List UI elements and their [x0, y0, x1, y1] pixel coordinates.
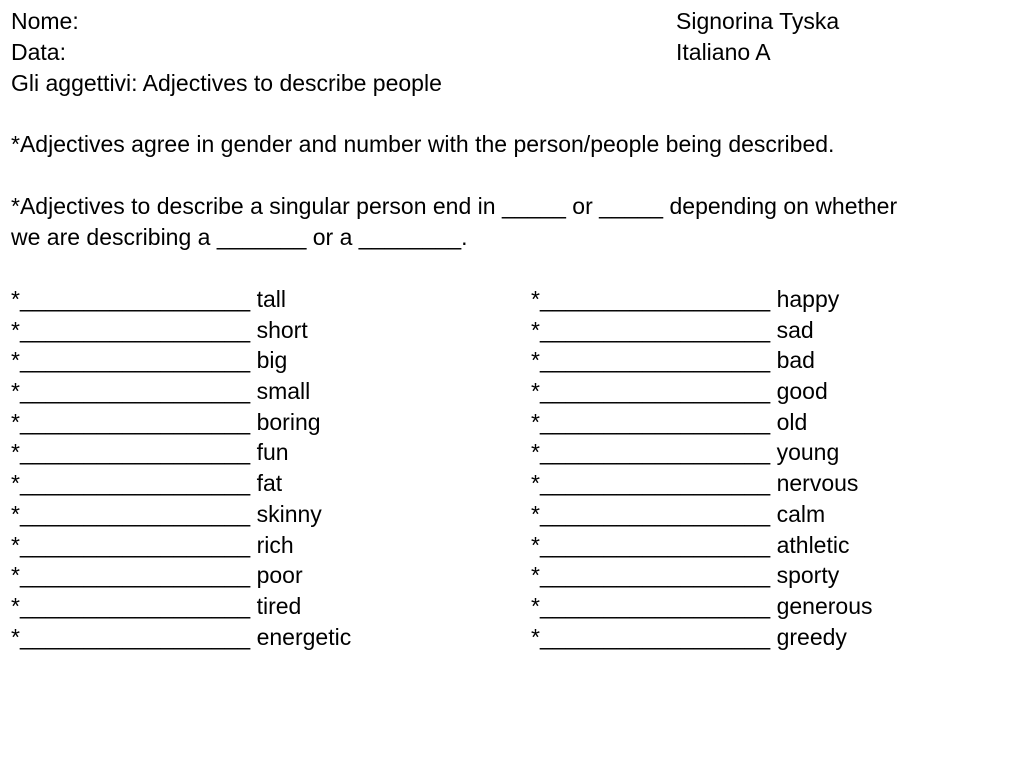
answer-blank: *__________________	[531, 623, 771, 650]
english-adjective: short	[256, 316, 308, 343]
english-adjective: calm	[776, 500, 826, 527]
english-adjective: small	[256, 378, 311, 405]
english-adjective: big	[256, 347, 288, 374]
answer-blank: *__________________	[531, 531, 771, 558]
answer-blank: *__________________	[531, 500, 771, 527]
agreement-note: *Adjectives agree in gender and number with the person/people being described.	[11, 131, 835, 157]
adjective-list-item	[531, 591, 873, 622]
endings-note-line-1: *Adjectives to describe a singular person end in _____ or _____ depending on whether	[11, 193, 898, 219]
answer-blank: *__________________	[531, 286, 771, 312]
adjective-list-item	[11, 437, 351, 468]
answer-blank: *__________________	[531, 347, 771, 374]
adjective-list-item	[531, 468, 873, 499]
adjective-list-item	[11, 376, 351, 407]
answer-blank: *__________________	[11, 623, 251, 650]
english-adjective: nervous	[776, 470, 859, 497]
adjective-list-item	[11, 315, 351, 346]
adjective-list-item	[11, 530, 351, 561]
endings-note-line-2: we are describing a _______ or a ________.	[11, 224, 468, 250]
english-adjective: poor	[256, 562, 303, 589]
answer-blank: *__________________	[11, 531, 251, 558]
answer-blank: *__________________	[11, 592, 251, 619]
english-adjective: sporty	[776, 562, 840, 589]
english-adjective: boring	[256, 408, 321, 435]
answer-blank: *__________________	[531, 408, 771, 435]
name-label: Nome:	[11, 8, 79, 34]
answer-blank: *__________________	[11, 347, 251, 374]
english-adjective: old	[776, 408, 808, 435]
date-label: Data:	[11, 39, 66, 65]
adjective-list-item	[11, 345, 351, 376]
answer-blank: *__________________	[11, 470, 251, 497]
english-adjective: energetic	[256, 623, 352, 650]
answer-blank: *__________________	[531, 562, 771, 589]
english-adjective: bad	[776, 347, 815, 374]
english-adjective: rich	[256, 531, 294, 558]
answer-blank: *__________________	[531, 470, 771, 497]
adjective-list-item	[11, 591, 351, 622]
adjective-list-item	[11, 468, 351, 499]
adjective-list-item	[11, 560, 351, 591]
adjective-list-item	[11, 499, 351, 530]
adjective-list-item	[531, 284, 873, 315]
left-adjective-list	[11, 284, 351, 652]
english-adjective: greedy	[776, 623, 847, 650]
answer-blank: *__________________	[11, 562, 251, 589]
adjective-list-item	[531, 315, 873, 346]
english-adjective: athletic	[776, 531, 850, 558]
english-adjective: young	[776, 439, 840, 466]
right-adjective-list	[531, 284, 873, 652]
adjective-list-item	[11, 284, 351, 315]
english-adjective: generous	[776, 592, 873, 619]
teacher-name: Signorina Tyska	[676, 8, 840, 34]
adjective-list-item	[531, 622, 873, 653]
english-adjective: skinny	[256, 500, 322, 527]
answer-blank: *__________________	[531, 439, 771, 466]
answer-blank: *__________________	[11, 500, 251, 527]
adjective-list-item	[11, 622, 351, 653]
adjective-list-item	[11, 407, 351, 438]
adjective-list-item	[531, 376, 873, 407]
english-adjective: sad	[776, 316, 814, 343]
answer-blank: *__________________	[531, 316, 771, 343]
english-adjective: tall	[256, 286, 286, 312]
answer-blank: *__________________	[531, 592, 771, 619]
answer-blank: *__________________	[11, 408, 251, 435]
worksheet-title: Gli aggettivi: Adjectives to describe people	[11, 70, 442, 96]
adjective-list-item	[531, 437, 873, 468]
answer-blank: *__________________	[11, 316, 251, 343]
adjective-list-item	[531, 499, 873, 530]
course-name: Italiano A	[676, 39, 771, 65]
answer-blank: *__________________	[11, 378, 251, 405]
adjective-list-item	[531, 345, 873, 376]
english-adjective: tired	[256, 592, 302, 619]
english-adjective: happy	[776, 286, 840, 312]
adjective-list-item	[531, 560, 873, 591]
adjective-list-item	[531, 407, 873, 438]
english-adjective: good	[776, 378, 828, 405]
answer-blank: *__________________	[531, 378, 771, 405]
english-adjective: fat	[256, 470, 283, 497]
answer-blank: *__________________	[11, 439, 251, 466]
answer-blank: *__________________	[11, 286, 251, 312]
english-adjective: fun	[256, 439, 289, 466]
adjective-list-item	[531, 530, 873, 561]
